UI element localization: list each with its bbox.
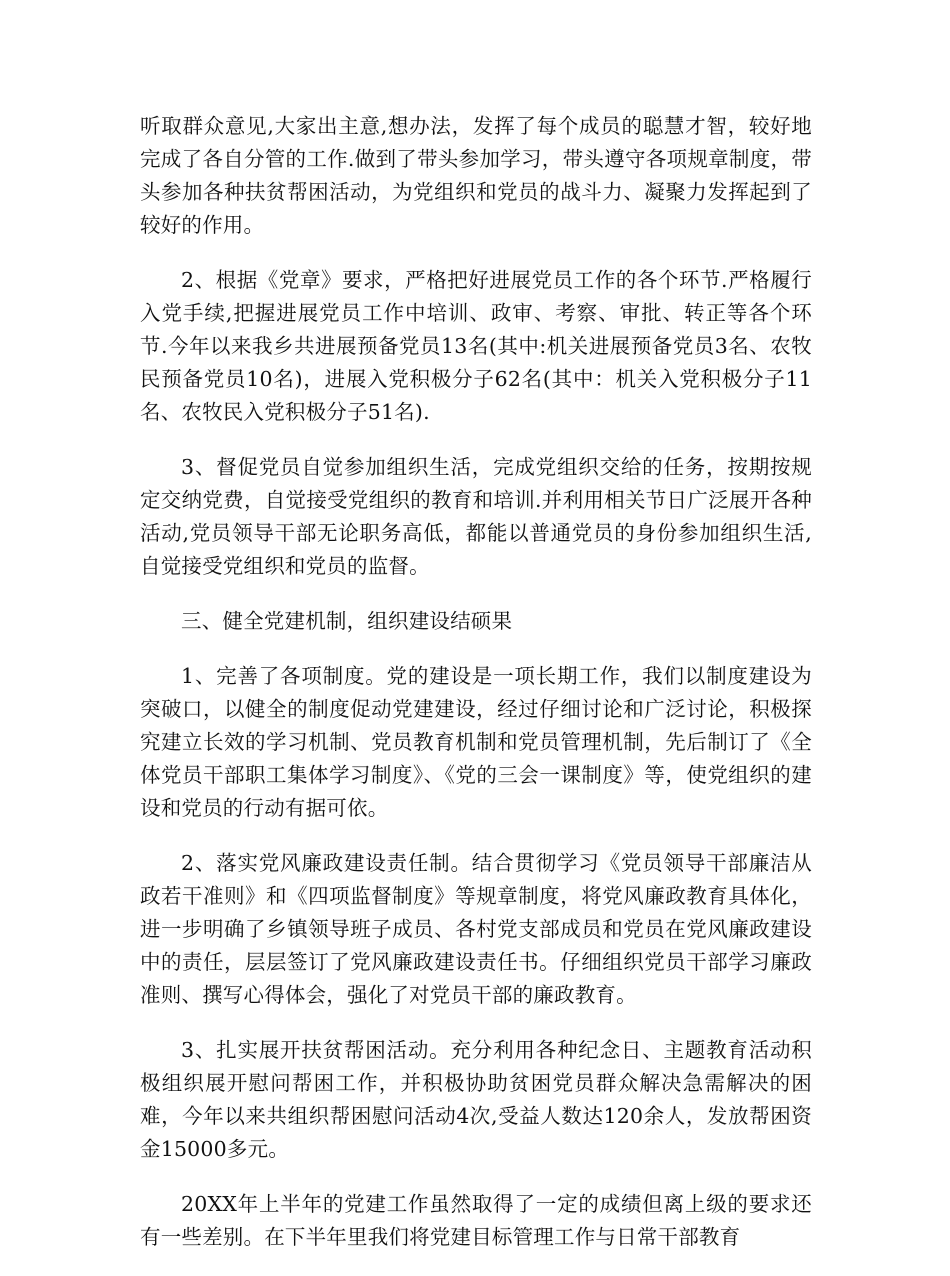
paragraph-item-2-integrity: 2、落实党风廉政建设责任制。结合贯彻学习《党员领导干部廉洁从政若干准则》和《四项监督制度》等规章制度，将党风廉政教育具体化，进一步明确了乡镇领导班子成员、各村党支部成员和党员在党风廉政建设中的责任，层层签订了党风廉政建设责任书。仔细组织党员干部学习廉政准则、撰写心得体会，强化了对党员干部的廉政教育。 [140,851,812,1007]
paragraph-item-2-membership: 2、根据《党章》要求，严格把好进展党员工作的各个环节.严格履行入党手续,把握进展党员工作中培训、政审、考察、审批、转正等各个环节.今年以来我乡共进展预备党员13名(其中:机关进展预备党员3名、农牧民预备党员10名)，进展入党积极分子62名(其中：机关入党积极分子11名、农牧民入党积极分子51名). [140,268,812,424]
paragraph-item-1-systems: 1、完善了各项制度。党的建设是一项长期工作，我们以制度建设为突破口，以健全的制度促动党建建设，经过仔细讨论和广泛讨论，积极探究建立长效的学习机制、党员教育机制和党员管理机制，先后制订了《全体党员干部职工集体学习制度》、《党的三会一课制度》等，使党组织的建设和党员的行动有据可依。 [140,664,812,820]
paragraph-item-3-supervision: 3、督促党员自觉参加组织生活，完成党组织交给的任务，按期按规定交纳党费，自觉接受党组织的教育和培训.并利用相关节日广泛展开各种活动,党员领导干部无论职务高低，都能以普通党员的身份参加组织生活,自觉接受党组织和党员的监督。 [140,455,812,578]
paragraph-summary: 20XX年上半年的党建工作虽然取得了一定的成绩但离上级的要求还有一些差别。在下半年里我们将党建目标管理工作与日常干部教育 [140,1192,812,1249]
document-body [140,110,812,1276]
section-heading-3: 三、健全党建机制，组织建设结硕果 [181,609,513,633]
paragraph-continued: 听取群众意见,大家出主意,想办法，发挥了每个成员的聪慧才智，较好地完成了各自分管的工作.做到了带头参加学习，带头遵守各项规章制度，带头参加各种扶贫帮困活动，为党组织和党员的战斗力、凝聚力发挥起到了较好的作用。 [140,114,812,237]
paragraph-item-3-poverty-relief: 3、扎实展开扶贫帮困活动。充分利用各种纪念日、主题教育活动积极组织展开慰问帮困工作，并积极协助贫困党员群众解决急需解决的困难，今年以来共组织帮困慰问活动4次,受益人数达120余人，发放帮困资金15000多元。 [140,1038,812,1161]
